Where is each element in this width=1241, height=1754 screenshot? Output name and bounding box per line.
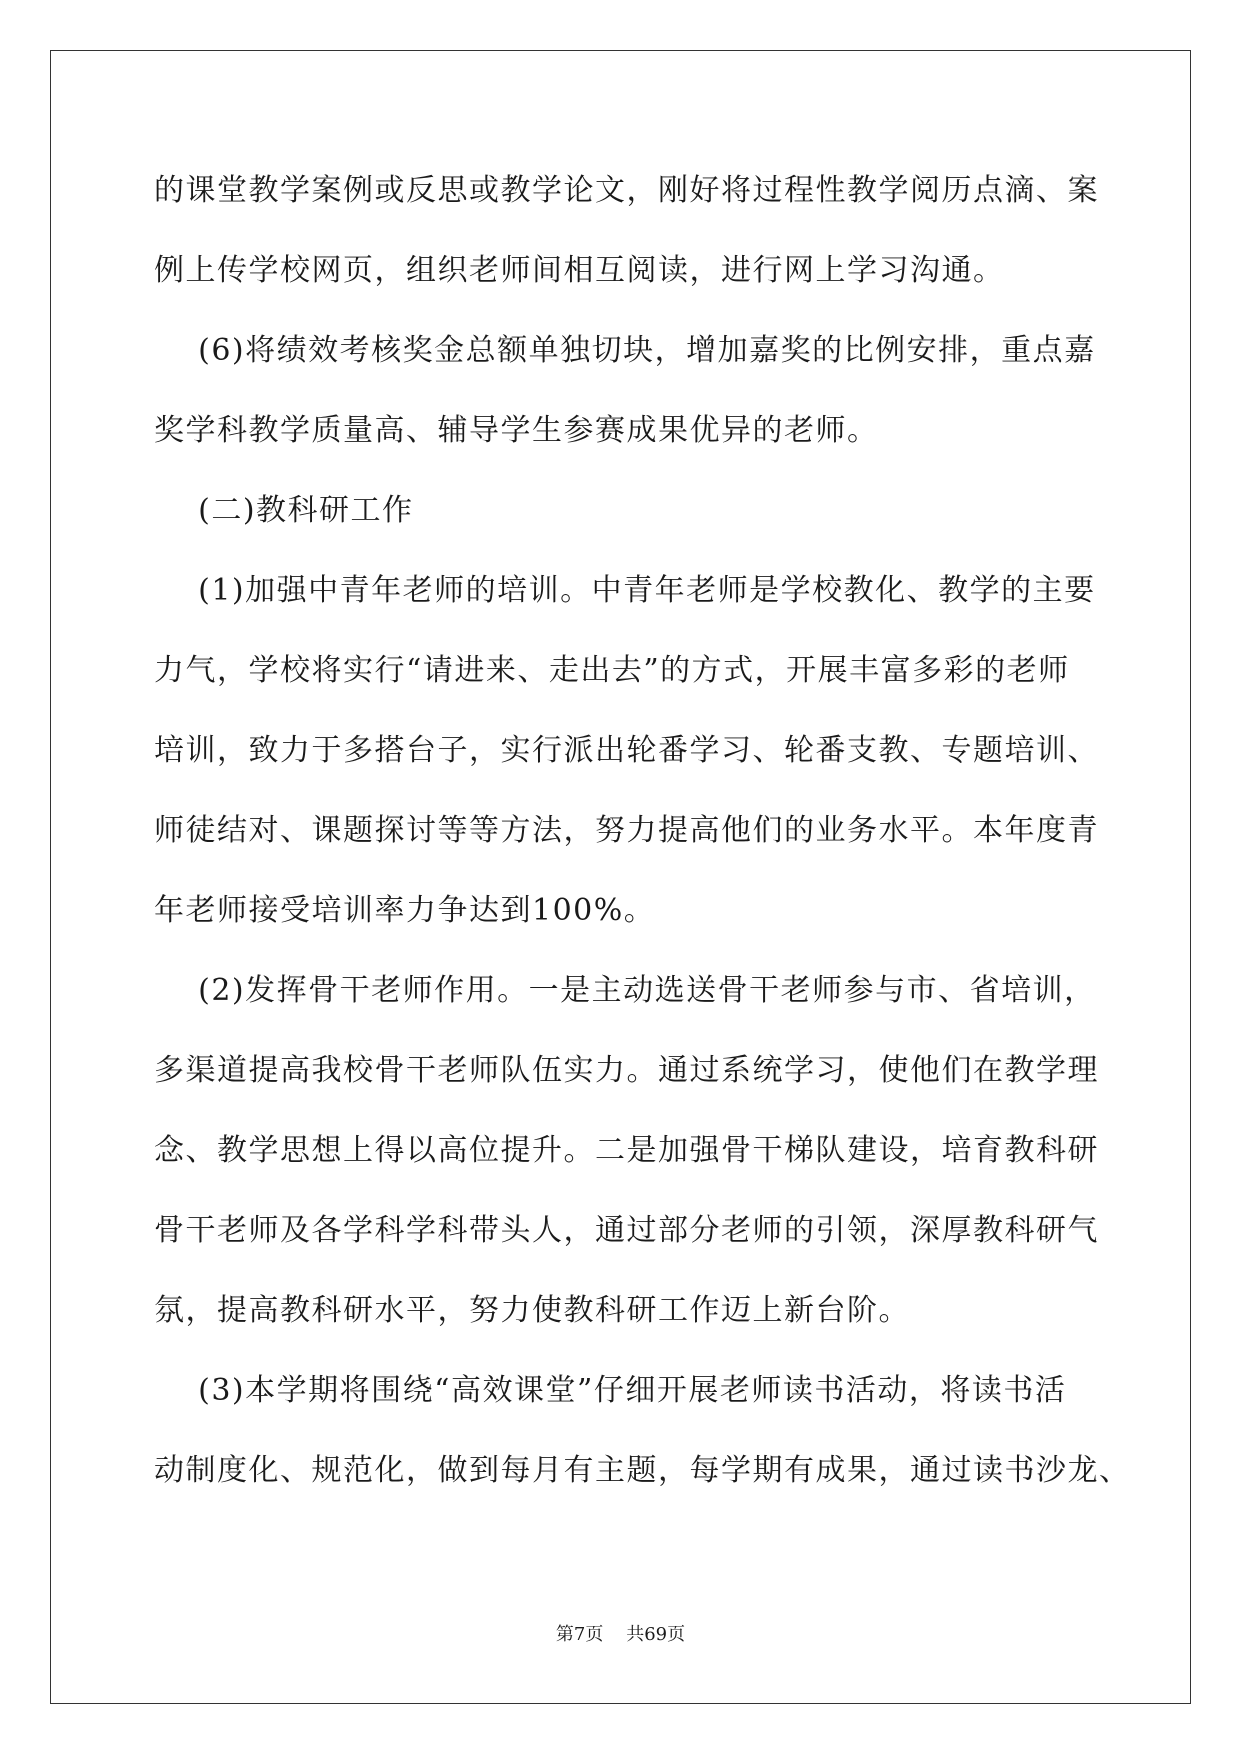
- text-line: 师徒结对、课题探讨等等方法，努力提高他们的业务水平。本年度青: [154, 813, 1099, 848]
- text-line: (6)将绩效考核奖金总额单独切块，增加嘉奖的比例安排，重点嘉: [154, 333, 1096, 368]
- text-line: 年老师接受培训率力争达到100%。: [154, 893, 656, 928]
- document-body: [154, 163, 1131, 1523]
- section-heading: (二)教科研工作: [154, 493, 414, 528]
- text-line: 氛，提高教科研水平，努力使教科研工作迈上新台阶。: [154, 1293, 910, 1328]
- text-line: 力气，学校将实行“请进来、走出去”的方式，开展丰富多彩的老师: [154, 653, 1070, 688]
- text-line: 骨干老师及各学科学科带头人，通过部分老师的引领，深厚教科研气: [154, 1213, 1099, 1248]
- text-line: (1)加强中青年老师的培训。中青年老师是学校教化、教学的主要: [154, 573, 1096, 608]
- text-line: 动制度化、规范化，做到每月有主题，每学期有成果，通过读书沙龙、: [154, 1453, 1131, 1488]
- text-line: 例上传学校网页，组织老师间相互阅读，进行网上学习沟通。: [154, 253, 1005, 288]
- text-line: (2)发挥骨干老师作用。一是主动选送骨干老师参与市、省培训，: [154, 973, 1096, 1008]
- text-line: 的课堂教学案例或反思或教学论文，刚好将过程性教学阅历点滴、案: [154, 173, 1099, 208]
- text-line: 培训，致力于多搭台子，实行派出轮番学习、轮番支教、专题培训、: [154, 733, 1099, 768]
- text-line: (3)本学期将围绕“高效课堂”仔细开展老师读书活动，将读书活: [154, 1373, 1067, 1408]
- text-line: 奖学科教学质量高、辅导学生参赛成果优异的老师。: [154, 413, 879, 448]
- text-line: 念、教学思想上得以高位提升。二是加强骨干梯队建设，培育教科研: [154, 1133, 1099, 1168]
- page-number-footer: 第7页 共69页: [555, 1624, 686, 1645]
- text-line: 多渠道提高我校骨干老师队伍实力。通过系统学习，使他们在教学理: [154, 1053, 1099, 1088]
